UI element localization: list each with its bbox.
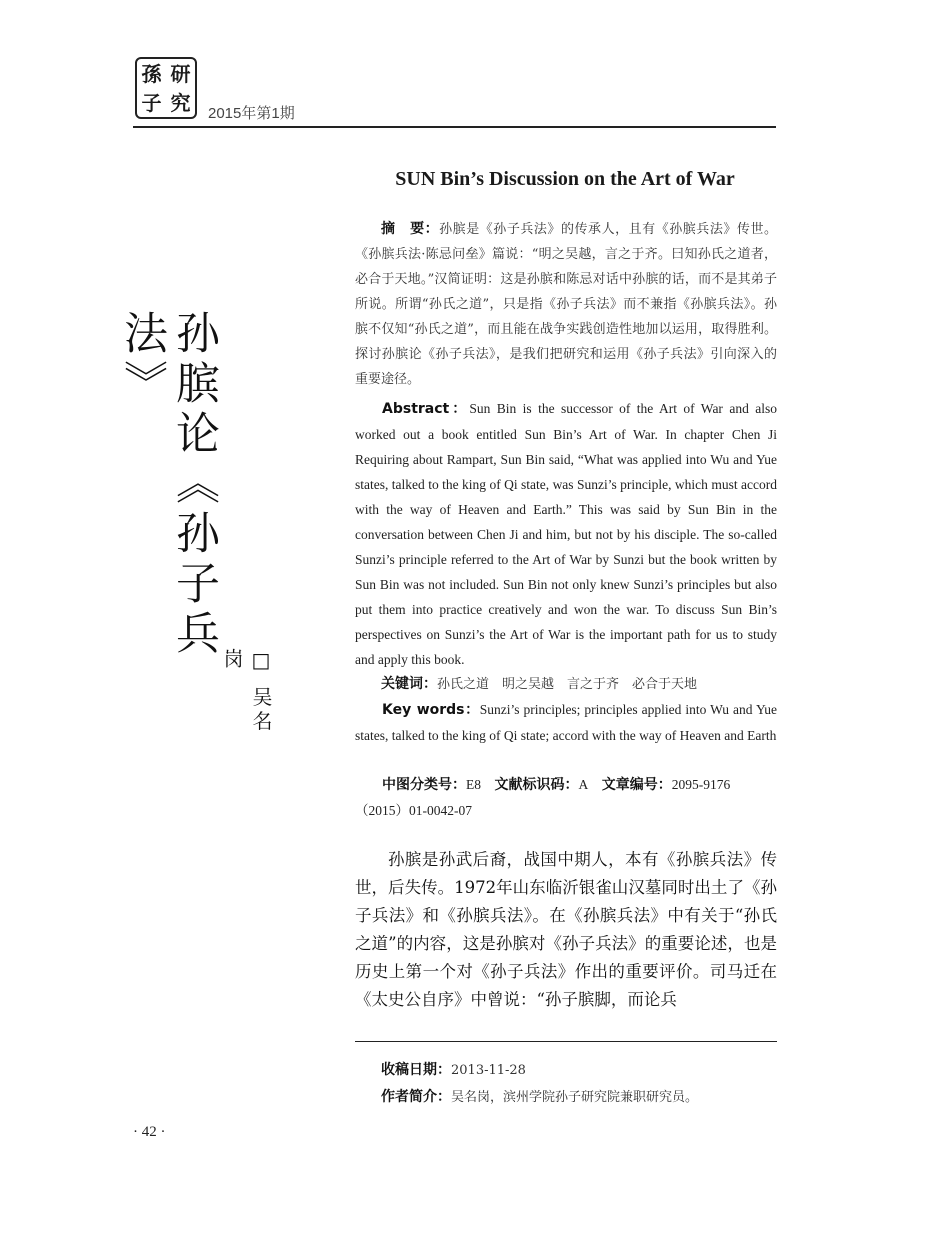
doc-code-label: 文献标识码：	[494, 777, 579, 793]
received-label: 收稿日期：	[381, 1062, 451, 1078]
keywords-cn-label: 关键词：	[381, 676, 437, 692]
logo-char: 孫	[141, 61, 162, 86]
logo-char: 子	[141, 90, 162, 115]
footnotes	[355, 1057, 777, 1111]
logo-char: 研	[170, 61, 191, 86]
english-title: SUN Bin’s Discussion on the Art of War	[395, 168, 735, 190]
keywords-en-text: Sunzi’s principles; principles applied into Wu and Yue states, talked to the king of Qi state; accord with the way of Heaven and Earth	[355, 702, 777, 743]
clc-value: E8	[466, 777, 481, 792]
abstract-cn-text: 孙膑是《孙子兵法》的传承人，且有《孙膑兵法》传世。《孙膑兵法·陈忌问垒》篇说：“明之吴越，言之于齐。曰知孙氏之道者，必合于天地。”汉简证明：这是孙膑和陈忌对话中孙膑的话，而不是其弟子所说。所谓“孙氏之道”，只是指《孙子兵法》而不兼指《孙膑兵法》。孙膑不仅知“孙氏之道”，而且能在战争实践创造性地加以运用，取得胜利。探讨孙膑论《孙子兵法》，是我们把研究和运用《孙子兵法》引向深入的重要途径。	[355, 222, 777, 387]
keywords-en	[355, 697, 777, 748]
author-marker: □	[249, 648, 273, 676]
abstract-cn-label: 摘 要：	[381, 221, 440, 237]
received-date	[355, 1057, 777, 1084]
author-name: 吴名岗	[220, 648, 273, 735]
keywords-cn	[355, 672, 777, 697]
header-divider	[133, 126, 776, 128]
author-bio-label: 作者简介：	[381, 1089, 451, 1105]
abstract-en	[355, 396, 777, 672]
journal-logo	[135, 57, 197, 119]
article-number-label: 文章编号：	[601, 777, 672, 793]
page-number: · 42 ·	[133, 1124, 166, 1140]
classification-line	[355, 772, 777, 823]
footnote-divider	[355, 1041, 777, 1042]
keywords-en-label: Key words：	[382, 702, 480, 718]
abstract-en-label: Abstract：	[382, 401, 470, 417]
body-paragraph: 孙膑是孙武后裔，战国中期人，本有《孙膑兵法》传世，后失传。1972年山东临沂银雀山汉墓同时出土了《孙子兵法》和《孙膑兵法》。在《孙膑兵法》中有关于“孙氏之道”的内容，这是孙膑对《孙子兵法》的重要论述，也是历史上第一个对《孙子兵法》作出的重要评价。司马迁在《太史公自序》中曾说：“孙子膑脚，而论兵	[355, 850, 777, 1009]
article-number-value: 2095-9176（2015）01-0042-07	[355, 777, 731, 818]
abstract-en-text: Sun Bin is the successor of the Art of War and also worked out a book entitled Sun Bin’s Art of War. In chapter Chen Ji Requiring about Rampart, Sun Bin said, “What was applied into Wu and Yue states, talked to the king of Qi state, was Sunzi’s principle, which must accord with the way of Heaven and Earth.” This was said by Sun Bin in the conversation between Chen Ji and him, but not by his disciple. The so-called Sunzi’s principle referred to the Art of War by Sunzi but the book written by Sun Bin was not included. Sun Bin not only knew Sunzi’s principles but also put them into practice creatively and won the war. To discuss Sun Bin’s perspectives on Sunzi’s the Art of War is the important path for us to study and apply this book.	[355, 401, 777, 667]
issue-label: 2015年第1期	[208, 105, 295, 122]
vertical-title: 孙膑论《孙子兵法》	[116, 310, 219, 660]
clc-label: 中图分类号：	[382, 777, 466, 793]
received-value: 2013-11-28	[451, 1063, 526, 1078]
keywords-cn-text: 孙氏之道 明之吴越 言之于齐 必合于天地	[437, 677, 698, 692]
author-bio-value: 吴名岗，滨州学院孙子研究院兼职研究员。	[451, 1090, 699, 1105]
logo-char: 究	[170, 90, 191, 115]
vertical-author	[220, 648, 276, 758]
author-bio	[355, 1084, 777, 1111]
doc-code-value: A	[578, 777, 589, 792]
abstract-cn	[355, 217, 777, 392]
